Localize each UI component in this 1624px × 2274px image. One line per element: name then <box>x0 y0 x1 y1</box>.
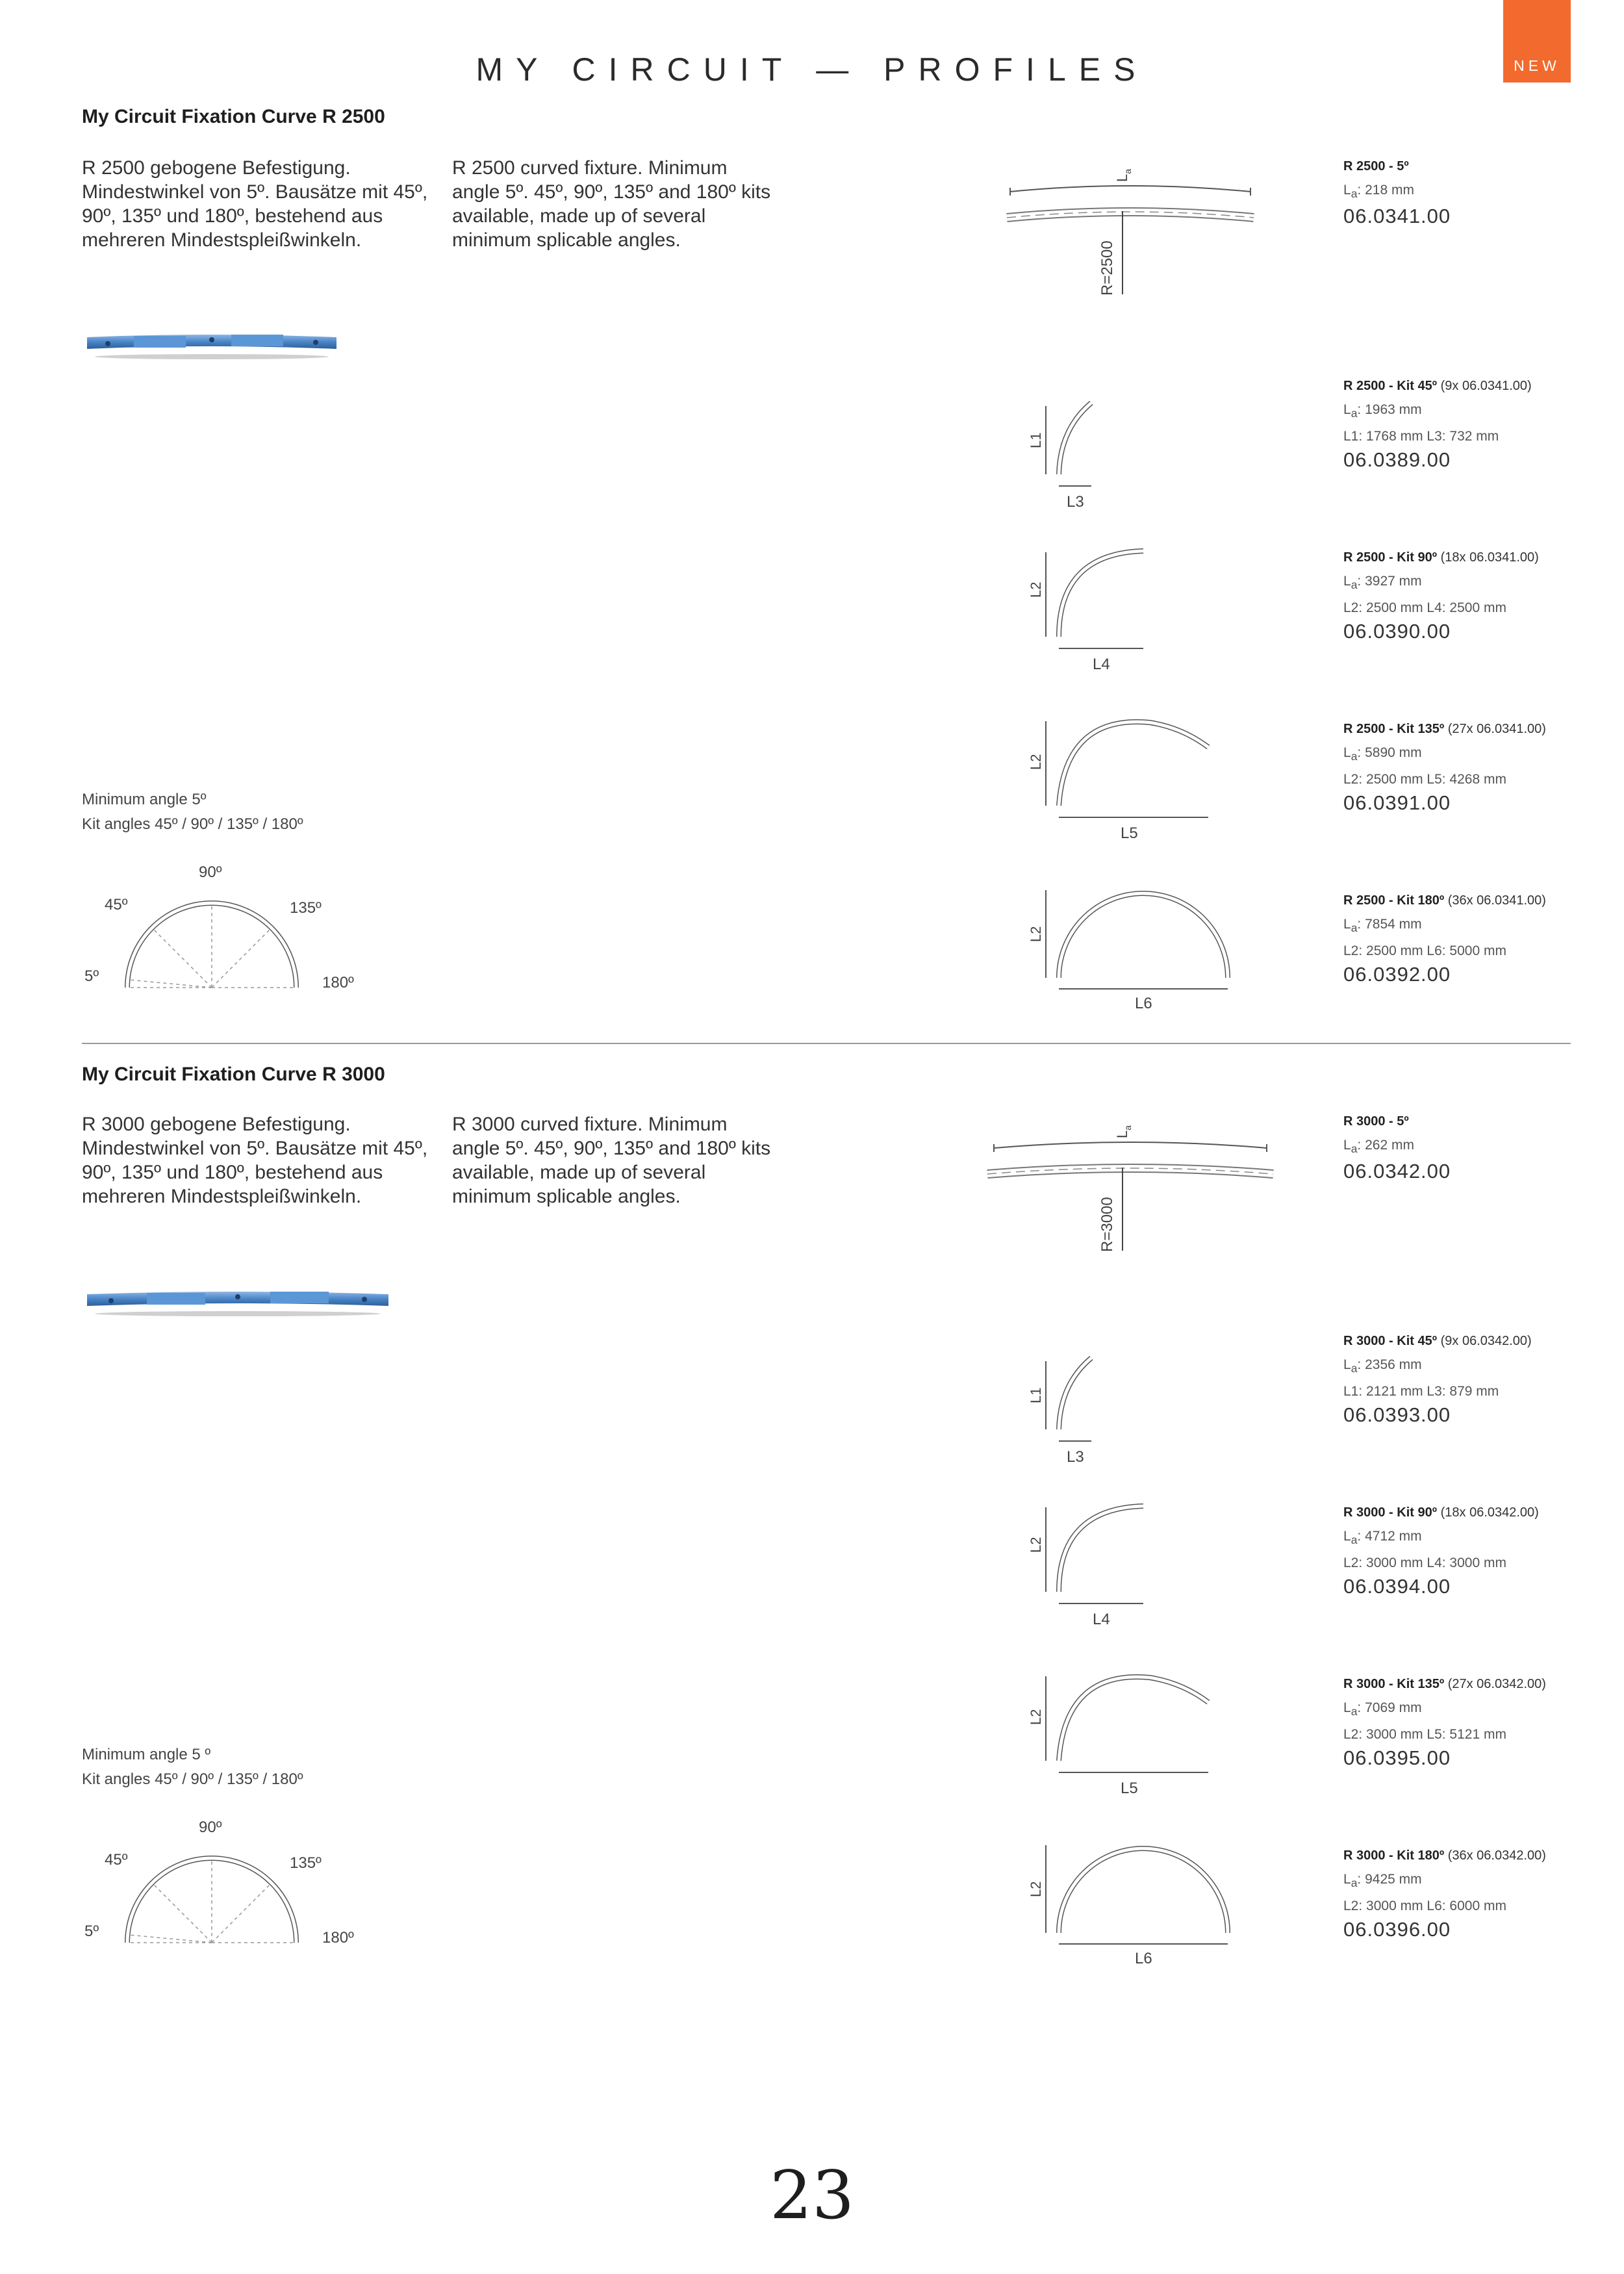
section-title: My Circuit Fixation Curve R 3000 <box>82 1064 385 1085</box>
section-divider <box>82 1043 1571 1044</box>
kit-drawings <box>1020 1345 1293 1969</box>
angle-180-label: 180º <box>322 1929 354 1947</box>
product-spec: R 3000 - Kit 135º (27x 06.0342.00) $L_a$: 7069 mm L2: 3000 mm L5: 5121 mm 06.0395.00 <box>1343 1677 1546 1770</box>
profile-photo <box>82 1285 394 1319</box>
l2-label: L2 <box>1028 1881 1044 1897</box>
product-spec: R 3000 - Kit 180º (36x 06.0342.00) $L_a$: 9425 mm L2: 3000 mm L6: 6000 mm 06.0396.00 <box>1343 1848 1546 1941</box>
segment-drawing <box>978 1103 1283 1258</box>
angle-45-label: 45º <box>105 896 128 913</box>
product-code: 06.0389.00 <box>1343 448 1451 472</box>
l6-label: L6 <box>1135 1950 1152 1967</box>
product-code: 06.0393.00 <box>1343 1403 1451 1427</box>
angle-135-label: 135º <box>290 1854 322 1872</box>
l5-label: L5 <box>1121 824 1138 842</box>
l4-label: L4 <box>1093 1611 1110 1628</box>
la-label: $L_a$ <box>1114 168 1133 182</box>
product-spec: R 2500 - Kit 135º (27x 06.0341.00) $L_a$: 5890 mm L2: 2500 mm L5: 4268 mm 06.0391.00 <box>1343 722 1546 815</box>
kit-drawings <box>1020 390 1293 1014</box>
l2-label: L2 <box>1028 754 1044 770</box>
angle-180-label: 180º <box>322 974 354 991</box>
product-code: 06.0342.00 <box>1343 1160 1451 1183</box>
product-code: 06.0390.00 <box>1343 620 1451 643</box>
l3-label: L3 <box>1067 1448 1084 1466</box>
product-code: 06.0396.00 <box>1343 1918 1451 1941</box>
page-number: 23 <box>770 2157 854 2234</box>
section-title: My Circuit Fixation Curve R 2500 <box>82 106 385 127</box>
description-de: R 3000 gebogene Befestigung. Mindestwinkel von 5º. Bausätze mit 45º, 90º, 135º und 180º, bestehend aus mehreren Mindestspleißwinkeln. <box>82 1114 428 1207</box>
l5-label: L5 <box>1121 1780 1138 1797</box>
product-code: 06.0341.00 <box>1343 205 1451 228</box>
l2-label: L2 <box>1028 1709 1044 1725</box>
product-spec: R 3000 - Kit 45º (9x 06.0342.00) $L_a$: 2356 mm L1: 2121 mm L3: 879 mm 06.0393.00 <box>1343 1334 1532 1427</box>
angle-5-label: 5º <box>84 1923 99 1940</box>
angle-5-label: 5º <box>84 967 99 985</box>
l2-label: L2 <box>1028 1537 1044 1553</box>
angle-90-label: 90º <box>199 863 222 881</box>
l2-label: L2 <box>1028 581 1044 598</box>
min-angle-text: Minimum angle 5º Kit angles 45º / 90º / 135º / 180º <box>82 791 303 833</box>
new-badge: NEW <box>1503 0 1571 83</box>
l1-label: L1 <box>1028 1387 1044 1403</box>
angle-90-label: 90º <box>199 1819 222 1836</box>
page-title: MY CIRCUIT — PROFILES <box>476 51 1148 88</box>
product-spec: R 3000 - 5º $L_a$: 262 mm 06.0342.00 <box>1343 1114 1451 1183</box>
angle-diagram <box>82 1813 381 1956</box>
product-spec: R 2500 - Kit 45º (9x 06.0341.00) $L_a$: 1963 mm L1: 1768 mm L3: 732 mm 06.0389.00 <box>1343 379 1532 472</box>
l3-label: L3 <box>1067 493 1084 511</box>
product-code: 06.0391.00 <box>1343 791 1451 815</box>
la-label: $L_a$ <box>1114 1125 1133 1138</box>
l6-label: L6 <box>1135 995 1152 1012</box>
radius-label: R=2500 <box>1098 240 1116 296</box>
angle-diagram <box>82 858 381 1001</box>
product-spec: R 3000 - Kit 90º (18x 06.0342.00) $L_a$: 4712 mm L2: 3000 mm L4: 3000 mm 06.0394.00 <box>1343 1505 1539 1598</box>
product-spec: R 2500 - 5º $L_a$: 218 mm 06.0341.00 <box>1343 159 1451 228</box>
description-de: R 2500 gebogene Befestigung. Mindestwinkel von 5º. Bausätze mit 45º, 90º, 135º und 180º, bestehend aus mehreren Mindestspleißwinkeln. <box>82 157 428 251</box>
l4-label: L4 <box>1093 656 1110 673</box>
angle-135-label: 135º <box>290 899 322 917</box>
product-code: 06.0395.00 <box>1343 1746 1451 1770</box>
segment-drawing <box>994 146 1267 302</box>
product-code: 06.0394.00 <box>1343 1575 1451 1598</box>
profile-photo <box>82 328 342 362</box>
l1-label: L1 <box>1028 432 1044 448</box>
product-spec: R 2500 - Kit 180º (36x 06.0341.00) $L_a$: 7854 mm L2: 2500 mm L6: 5000 mm 06.0392.00 <box>1343 893 1546 986</box>
description-en: R 2500 curved fixture. Minimum angle 5º. 45º, 90º, 135º and 180º kits available, made up of several minimum splicable angles. <box>452 157 771 251</box>
l2-label: L2 <box>1028 926 1044 942</box>
product-code: 06.0392.00 <box>1343 963 1451 986</box>
radius-label: R=3000 <box>1098 1197 1116 1252</box>
description-en: R 3000 curved fixture. Minimum angle 5º. 45º, 90º, 135º and 180º kits available, made up of several minimum splicable angles. <box>452 1114 771 1207</box>
product-spec: R 2500 - Kit 90º (18x 06.0341.00) $L_a$: 3927 mm L2: 2500 mm L4: 2500 mm 06.0390.00 <box>1343 550 1539 643</box>
min-angle-text: Minimum angle 5 º Kit angles 45º / 90º / 135º / 180º <box>82 1746 303 1788</box>
angle-45-label: 45º <box>105 1851 128 1869</box>
